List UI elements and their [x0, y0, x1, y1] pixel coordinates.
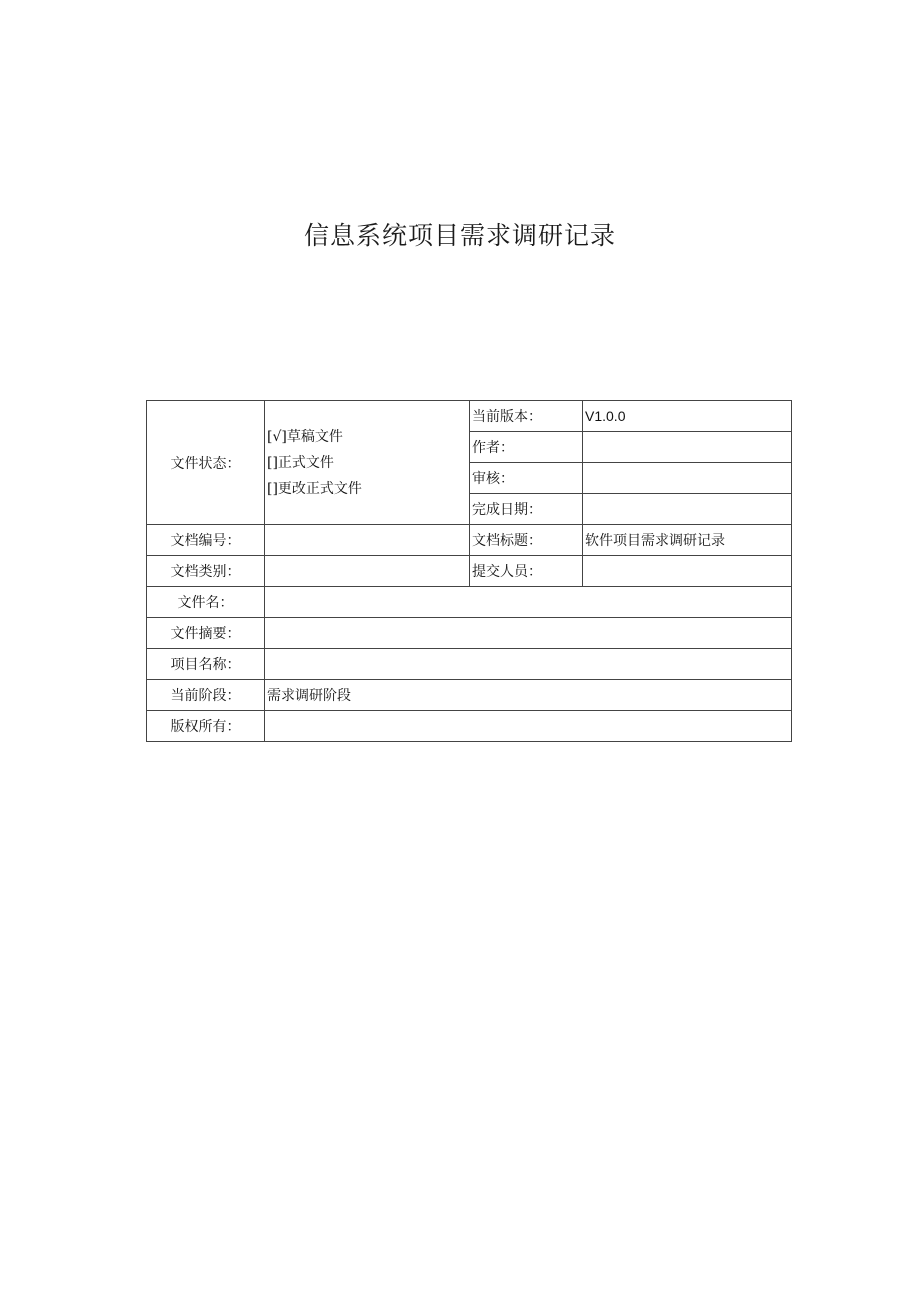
table-row-project-name — [147, 649, 792, 680]
table-row-doc-category — [147, 556, 792, 587]
table-row-copyright — [147, 711, 792, 742]
author-value — [583, 432, 792, 463]
summary-label: 文件摘要： — [147, 618, 265, 649]
finish-date-value — [583, 494, 792, 525]
summary-value — [265, 618, 792, 649]
stage-value: 需求调研阶段 — [265, 680, 792, 711]
table-row-summary — [147, 618, 792, 649]
table-row-file-name — [147, 587, 792, 618]
status-option-formal[interactable]: []正式文件 — [267, 454, 334, 471]
submitter-label: 提交人员： — [470, 556, 583, 587]
status-label: 文件状态： — [147, 401, 265, 525]
file-name-value — [265, 587, 792, 618]
version-value: V1.0.0 — [583, 401, 792, 432]
status-option-draft[interactable]: [√]草稿文件 — [267, 428, 343, 445]
project-name-label: 项目名称： — [147, 649, 265, 680]
file-name-label: 文件名： — [147, 587, 265, 618]
document-title: 信息系统项目需求调研记录 — [303, 221, 616, 250]
finish-date-label: 完成日期： — [470, 494, 583, 525]
table-row-stage — [147, 680, 792, 711]
status-options — [265, 401, 470, 525]
copyright-value — [265, 711, 792, 742]
review-label: 审核： — [470, 463, 583, 494]
copyright-label: 版权所有： — [147, 711, 265, 742]
status-option-revised[interactable]: []更改正式文件 — [267, 480, 362, 497]
document-info-table — [146, 400, 792, 742]
version-label: 当前版本： — [470, 401, 583, 432]
doc-title-label: 文档标题： — [470, 525, 583, 556]
doc-title-value: 软件项目需求调研记录 — [583, 525, 792, 556]
doc-category-value — [265, 556, 470, 587]
doc-number-label: 文档编号： — [147, 525, 265, 556]
doc-category-label: 文档类别： — [147, 556, 265, 587]
submitter-value — [583, 556, 792, 587]
doc-number-value — [265, 525, 470, 556]
review-value — [583, 463, 792, 494]
table-row-doc-number — [147, 525, 792, 556]
project-name-value — [265, 649, 792, 680]
author-label: 作者： — [470, 432, 583, 463]
stage-label: 当前阶段： — [147, 680, 265, 711]
table-row-status-version — [147, 401, 792, 432]
